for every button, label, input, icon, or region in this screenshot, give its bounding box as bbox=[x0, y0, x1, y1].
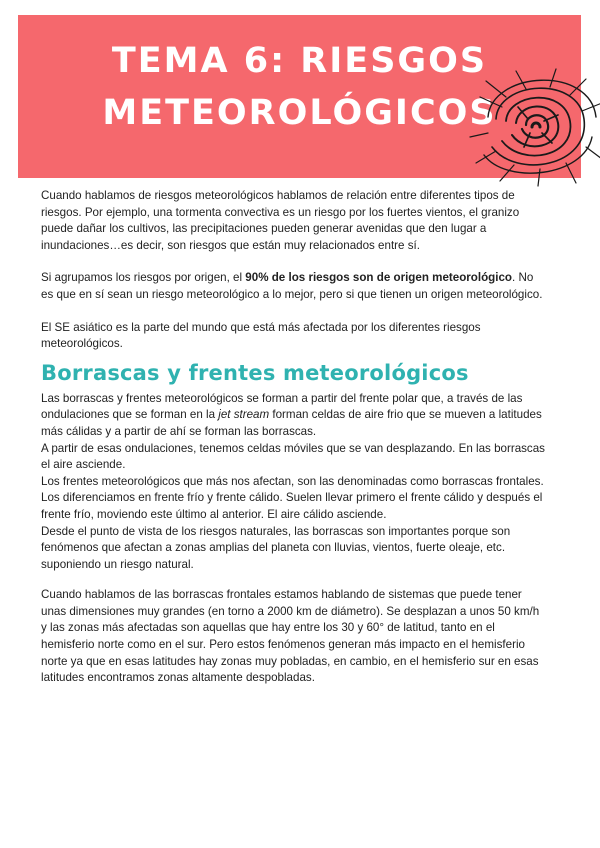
intro-paragraph-2: Si agrupamos los riesgos por origen, el 90% de los riesgos son de origen meteorológico. No es que en sí sean un riesgo meteorológico a lo mejor, pero si que tienen un origen meteorológico. bbox=[41, 271, 543, 301]
section-paragraph-2: A partir de esas ondulaciones, tenemos celdas móviles que se van desplazando. En las borrascas el aire asciende. bbox=[41, 441, 545, 472]
section-paragraph-4: Desde el punto de vista de los riesgos naturales, las borrascas son importantes porque son fenómenos que afectan a zonas amplias del planeta con lluvias, vientos, fuerte oleaje, etc. suponiendo un riesgo natural. bbox=[41, 524, 511, 571]
page-title-line-1: TEMA 6: RIESGOS bbox=[111, 41, 488, 81]
section-paragraph-5: Cuando hablamos de las borrascas frontales estamos hablando de sistemas que puede tener unas dimensiones muy grandes (en torno a 2000 km de diámetro). Se desplazan a unos 50 km/h y las zonas más afectadas son aquellas que hay entre los 30 y 60° de latitud, tanto en el hemisferio norte como en el sur. Pero estos fenómenos generan más impacto en el hemisferio norte ya que en esas latitudes hay zonas muy pobladas, en cambio, en el hemisferio sur en esas latitudes encontramos zonas altamente despobladas. bbox=[41, 588, 540, 685]
highlighted-statement: 90% de los riesgos son de origen meteorológico bbox=[245, 271, 513, 285]
document-body bbox=[41, 188, 546, 687]
intro-paragraph-3: El SE asiático es la parte del mundo que está más afectada por los diferentes riesgos meteorológicos. bbox=[41, 320, 481, 351]
section-paragraph-3: Los frentes meteorológicos que más nos afectan, son las denominadas como borrascas frontales. Los diferenciamos en frente frío y frente cálido. Suelen llevar primero el frente cálido y después el frente frío, moviendo este último al anterior. El aire cálido asciende. bbox=[41, 474, 544, 521]
title-banner bbox=[18, 15, 581, 178]
section-heading: Borrascas y frentes meteorológicos bbox=[41, 360, 469, 385]
hurricane-swirl-icon bbox=[466, 67, 600, 187]
section-paragraph-1: Las borrascas y frentes meteorológicos se forman a partir del frente polar que, a través de las ondulaciones que se forman en la jet stream forman celdas de aire frio que se mueven a latitudes más cálidas y a partir de ahí se forman las borrascas. bbox=[41, 391, 542, 438]
jet-stream-term: jet stream bbox=[218, 408, 270, 422]
page-title-line-2: METEOROLÓGICOS bbox=[102, 93, 497, 133]
intro-paragraph-1: Cuando hablamos de riesgos meteorológicos hablamos de relación entre diferentes tipos de riesgos. Por ejemplo, una tormenta convectiva es un riesgo por los fuertes vientos, el granizo puede dañar los cultivos, las precipitaciones pueden generar avenidas que den lugar a inundaciones…es decir, son riesgos que están muy relacionados entre sí. bbox=[41, 189, 520, 252]
